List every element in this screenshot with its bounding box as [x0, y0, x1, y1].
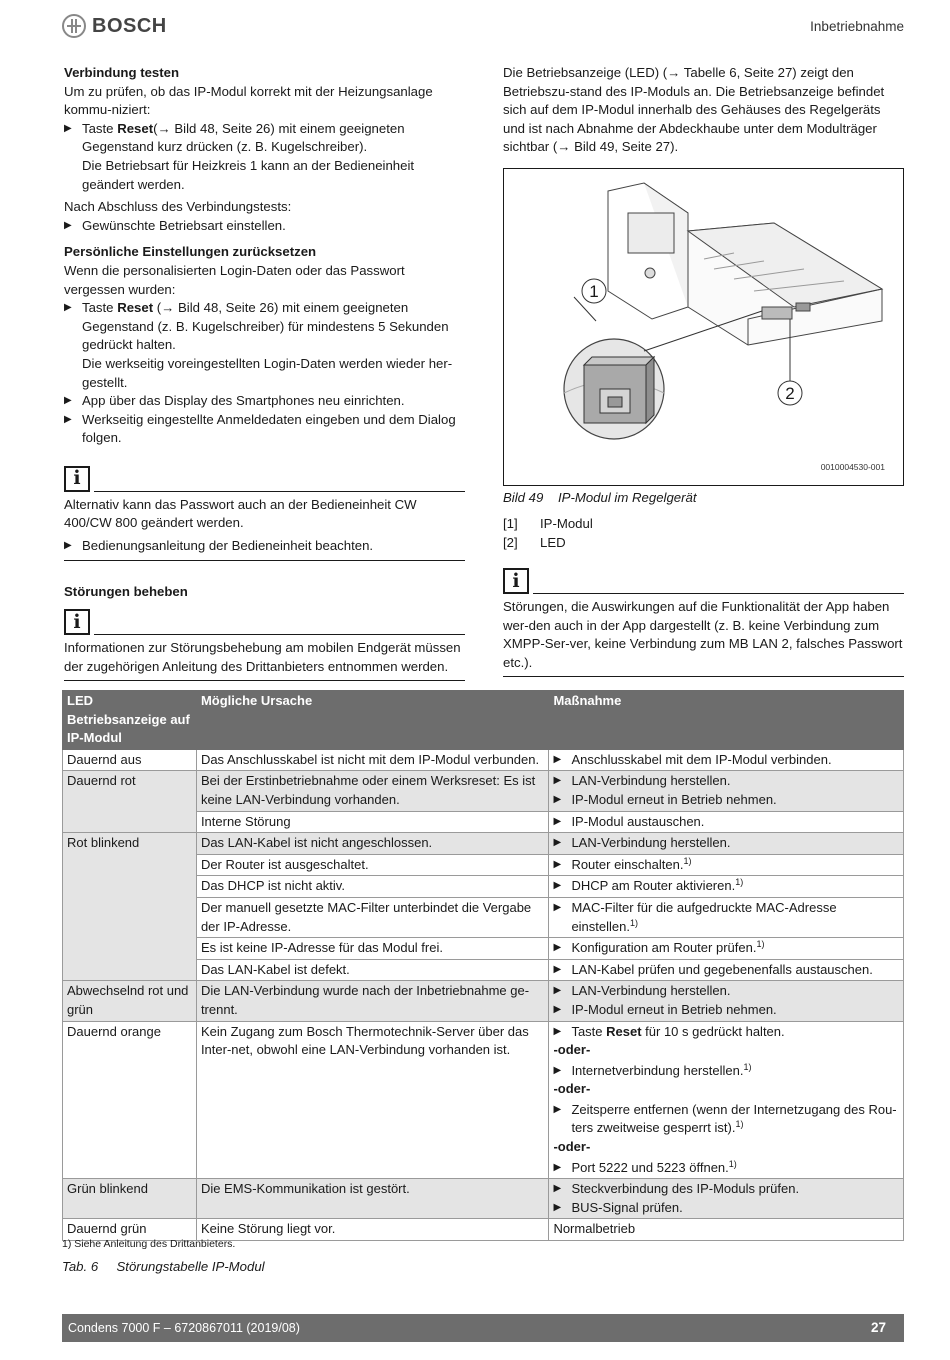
figure-caption: Bild 49 IP-Modul im Regelgerät: [503, 490, 697, 505]
legend-item: [2] LED: [503, 534, 566, 550]
bullet-triangle-icon: ▶: [64, 302, 72, 314]
bullet-triangle-icon: ▶: [64, 413, 72, 425]
table-row: Abwechselnd rot und grün Die LAN-Verbindung wurde nach der Inbetriebnahme ge-trennt. ▶ LAN-Verbindung herstellen. ▶ IP-Modul erneut in Betrieb nehmen.: [63, 981, 904, 1021]
reset-step-3: ▶ Werkseitig eingestellte Anmeldedaten eingeben und dem Dialog folgen.: [64, 411, 465, 448]
info-box-password: i Alternativ kann das Passwort auch an der Bedieneinheit CW 400/CW 800 geändert werden. ▶ Bedienungsanleitung der Bedieneinheit beachten.: [64, 462, 465, 561]
heading-stoerungen-beheben: Störungen beheben: [64, 583, 188, 599]
ip-module-illustration: [504, 169, 903, 485]
brand-name: BOSCH: [92, 14, 167, 37]
led-description: Die Betriebsanzeige (LED) (→ Tabelle 6, Seite 27) zeigt den Betriebszu-stand des IP-Moduls an. Die Betriebsanzeige befindet sich auf dem IP-Modul innerhalb des Gehäuses des Regelgeräts und ist nach Abnahme der Abdeckhaube unter dem Modulträger sichtbar (→ Bild 49, Seite 27).: [503, 65, 885, 155]
verbindung-step: ▶ Taste Reset(→ Bild 48, Seite 26) mit einem geeigneten Gegenstand kurz drücken (z. B. Kugelschreiber). Die Betriebsart für Heizkreis 1 kann an der Bedieneinheit geändert werden.: [64, 120, 465, 194]
bullet-triangle-icon: ▶: [64, 395, 72, 407]
page-number: 27: [870, 1319, 886, 1335]
bullet-triangle-icon: ▶: [64, 122, 72, 134]
table-footnote: 1) Siehe Anleitung des Drittanbieters.: [62, 1238, 236, 1250]
table-row: Interne Störung ▶ IP-Modul austauschen.: [63, 811, 904, 833]
info-icon: i: [64, 466, 90, 492]
page-footer: [62, 1314, 904, 1342]
table-row: Das DHCP ist nicht aktiv. ▶ DHCP am Router aktivieren.$^{1)}$: [63, 876, 904, 898]
fault-table: [62, 690, 904, 1241]
bullet-triangle-icon: ▶: [64, 219, 72, 231]
table-caption: Tab. 6 Störungstabelle IP-Modul: [62, 1259, 265, 1274]
legend-item: [1] IP-Modul: [503, 516, 593, 531]
bosch-logo: [62, 14, 167, 38]
verbindung-after-step: ▶ Gewünschte Betriebsart einstellen.: [64, 217, 465, 236]
right-column-text: [503, 64, 904, 157]
callout-2: 2: [785, 384, 795, 403]
reset-intro: Wenn die personalisierten Login-Daten oder das Passwort vergessen wurden:: [64, 262, 405, 297]
figure-legend: [503, 515, 904, 552]
reset-step-1: ▶ Taste Reset (→ Bild 48, Seite 26) mit einem geeigneten Gegenstand (z. B. Kugelschreiber) für mindestens 5 Sekunden gedrückt halten. Die werkseitig voreingestellten Login-Daten werden wieder her-gestellt.: [64, 299, 465, 392]
verbindung-intro: Um zu prüfen, ob das IP-Modul korrekt mit der Heizungsanlage kommu-niziert:: [64, 83, 433, 118]
info-box-stoerungen: i Informationen zur Störungsbehebung am mobilen Endgerät müssen der zugehörigen Anleitung des Drittanbieters entnommen werden.: [64, 605, 465, 681]
verbindung-after: Nach Abschluss des Verbindungstests:: [64, 199, 292, 215]
table-row: Das LAN-Kabel ist defekt. ▶ LAN-Kabel prüfen und gegebenenfalls austauschen.: [63, 959, 904, 981]
bosch-armature-icon: [62, 14, 86, 38]
info-icon: i: [64, 609, 90, 635]
bullet-triangle-icon: ▶: [64, 540, 72, 552]
verbindung-step-note: Die Betriebsart für Heizkreis 1 kann an der Bedieneinheit geändert werden.: [82, 157, 415, 192]
table-header-row: LED Betriebsanzeige auf IP-Modul Mögliche Ursache Maßnahme: [63, 691, 904, 750]
table-row: Grün blinkend Die EMS-Kommunikation ist gestört. ▶ Steckverbindung des IP-Moduls prüfen. ▶ BUS-Signal prüfen.: [63, 1179, 904, 1219]
table-row: Dauernd rot Bei der Erstinbetriebnahme oder einem Werksreset: Es ist keine LAN-Verbindung vorhanden. ▶ LAN-Verbindung herstellen. ▶ IP-Modul erneut in Betrieb nehmen.: [63, 771, 904, 811]
table-row: Dauernd aus Das Anschlusskabel ist nicht mit dem IP-Modul verbunden. ▶ Anschlusskabel mit dem IP-Modul verbinden.: [63, 749, 904, 771]
table-row: Der Router ist ausgeschaltet. ▶ Router einschalten.$^{1)}$: [63, 854, 904, 876]
table-row: Rot blinkend Das LAN-Kabel ist nicht angeschlossen. ▶ LAN-Verbindung herstellen.: [63, 833, 904, 855]
table-row: Dauernd grün Keine Störung liegt vor. Normalbetrieb: [63, 1219, 904, 1241]
callout-1: 1: [589, 282, 599, 301]
heading-einstellungen-zuruecksetzen: Persönliche Einstellungen zurücksetzen: [64, 244, 317, 260]
document-reference: Condens 7000 F – 6720867011 (2019/08): [68, 1320, 300, 1335]
info-box-app: i Störungen, die Auswirkungen auf die Funktionalität der App haben wer-den auch in der App dargestellt (z. B. keine Verbindung zum XMPP-Ser-ver, keine Verbindung zum MB LAN 2, falsches Passwort etc.).: [503, 564, 904, 677]
figure-ip-module: [503, 168, 904, 486]
info-icon: i: [503, 568, 529, 594]
section-title: Inbetriebnahme: [810, 19, 904, 34]
table-row: Dauernd orange Kein Zugang zum Bosch Thermotechnik-Server über das Inter-net, obwohl eine LAN-Verbindung vorhanden ist. ▶ Taste Reset für 10 s gedrückt halten. -oder- ▶ Internetverbindung herstellen.$^{1)}$ -oder- ▶ Zeitsperre entfernen (wenn der Internetzugang des Rou-ters zweitweise gesperrt ist).$^{1)}$ -oder- ▶ Port 5222 und 5223 öffnen.$^{1)}$: [63, 1021, 904, 1179]
figure-id: 0010004530-001: [820, 462, 885, 473]
heading-verbindung-testen: Verbindung testen: [64, 65, 180, 80]
table-row: Es ist keine IP-Adresse für das Modul frei. ▶ Konfiguration am Router prüfen.$^{1)}$: [63, 938, 904, 960]
reset-step-1-note: Die werkseitig voreingestellten Login-Daten werden wieder her-gestellt.: [82, 355, 453, 390]
table-row: Der manuell gesetzte MAC-Filter unterbindet die Vergabe der IP-Adresse. ▶ MAC-Filter für die aufgedruckte MAC-Adresse einstellen.$^{1)}$: [63, 897, 904, 937]
left-column: [64, 64, 465, 681]
reset-step-2: ▶ App über das Display des Smartphones neu einrichten.: [64, 392, 465, 411]
